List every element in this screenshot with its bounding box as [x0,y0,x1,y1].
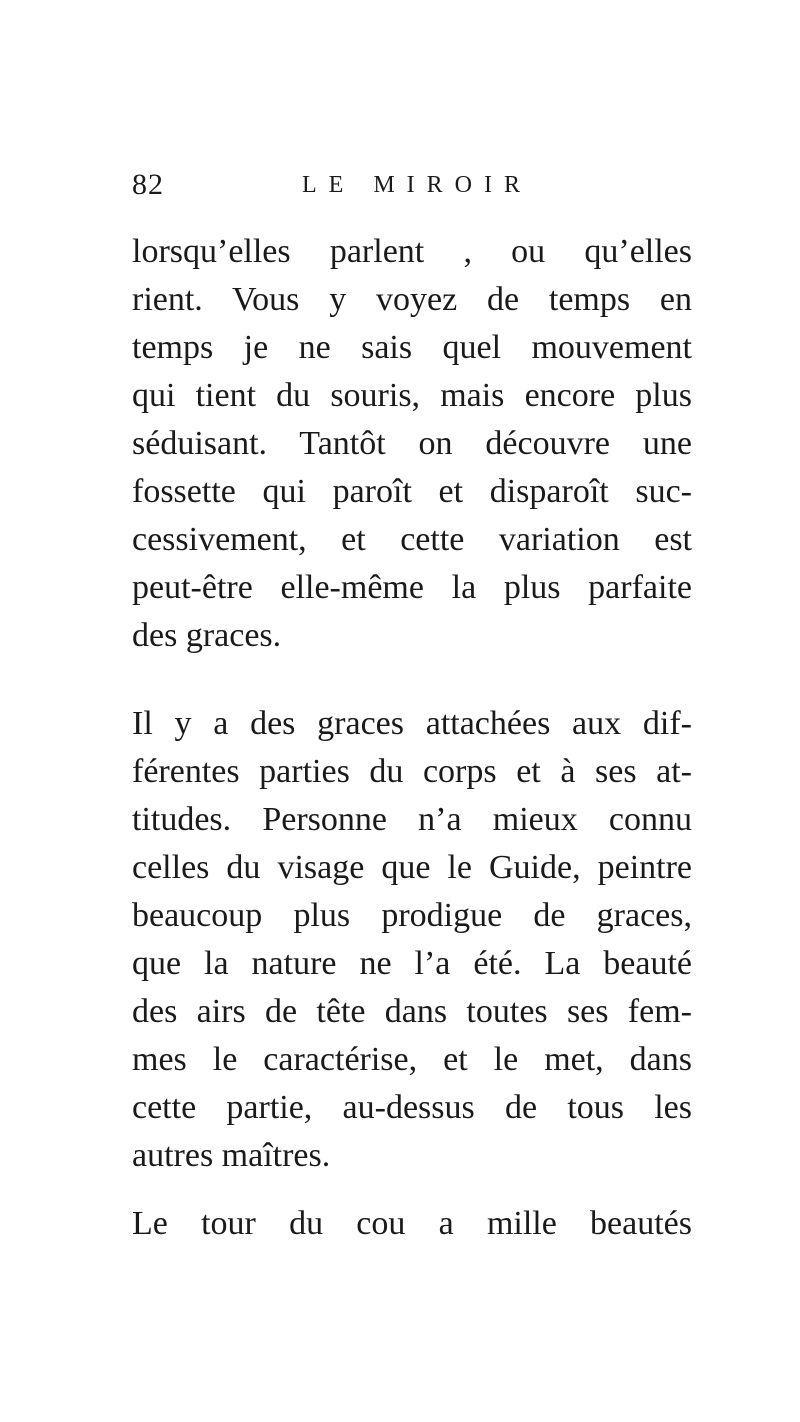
paragraph-3 [132,1200,692,1248]
text-line: mes le caractérise, et le met, dans [132,1041,692,1078]
text-line: Il y a des graces attachées aux dif- [132,705,692,742]
text-line: qui tient du souris, mais encore plus [132,377,692,414]
text-line: peut-être elle-même la plus parfaite [132,569,692,606]
text-line: des airs de tête dans toutes ses fem- [132,993,692,1030]
running-title: LE MIROIR [302,172,532,198]
text-line: férentes parties du corps et à ses at- [132,753,692,790]
paragraph-spacer [132,1180,692,1200]
text-line: fossette qui paroît et disparoît suc- [132,473,692,510]
running-head [132,168,692,214]
text-line: rient. Vous y voyez de temps en [132,281,692,318]
paragraph-2 [132,700,692,1180]
text-line: celles du visage que le Guide, peintre [132,849,692,886]
text-line: temps je ne sais quel mouvement [132,329,692,366]
text-line: cessivement, et cette variation est [132,521,692,558]
text-line: des graces. [132,617,282,654]
body-text [132,228,692,1248]
text-line: beaucoup plus prodigue de graces, [132,897,692,934]
paragraph-spacer [132,660,692,700]
text-line: que la nature ne l’a été. La beauté [132,945,692,982]
text-line: lorsqu’elles parlent , ou qu’elles [132,233,692,270]
text-line: autres maîtres. [132,1137,331,1174]
text-line: cette partie, au-dessus de tous les [132,1089,692,1126]
text-line: titudes. Personne n’a mieux connu [132,801,692,838]
page-number: 82 [132,168,164,201]
text-line: séduisant. Tantôt on découvre une [132,425,692,462]
paragraph-1 [132,228,692,660]
text-line: Le tour du cou a mille beautés [132,1205,692,1242]
